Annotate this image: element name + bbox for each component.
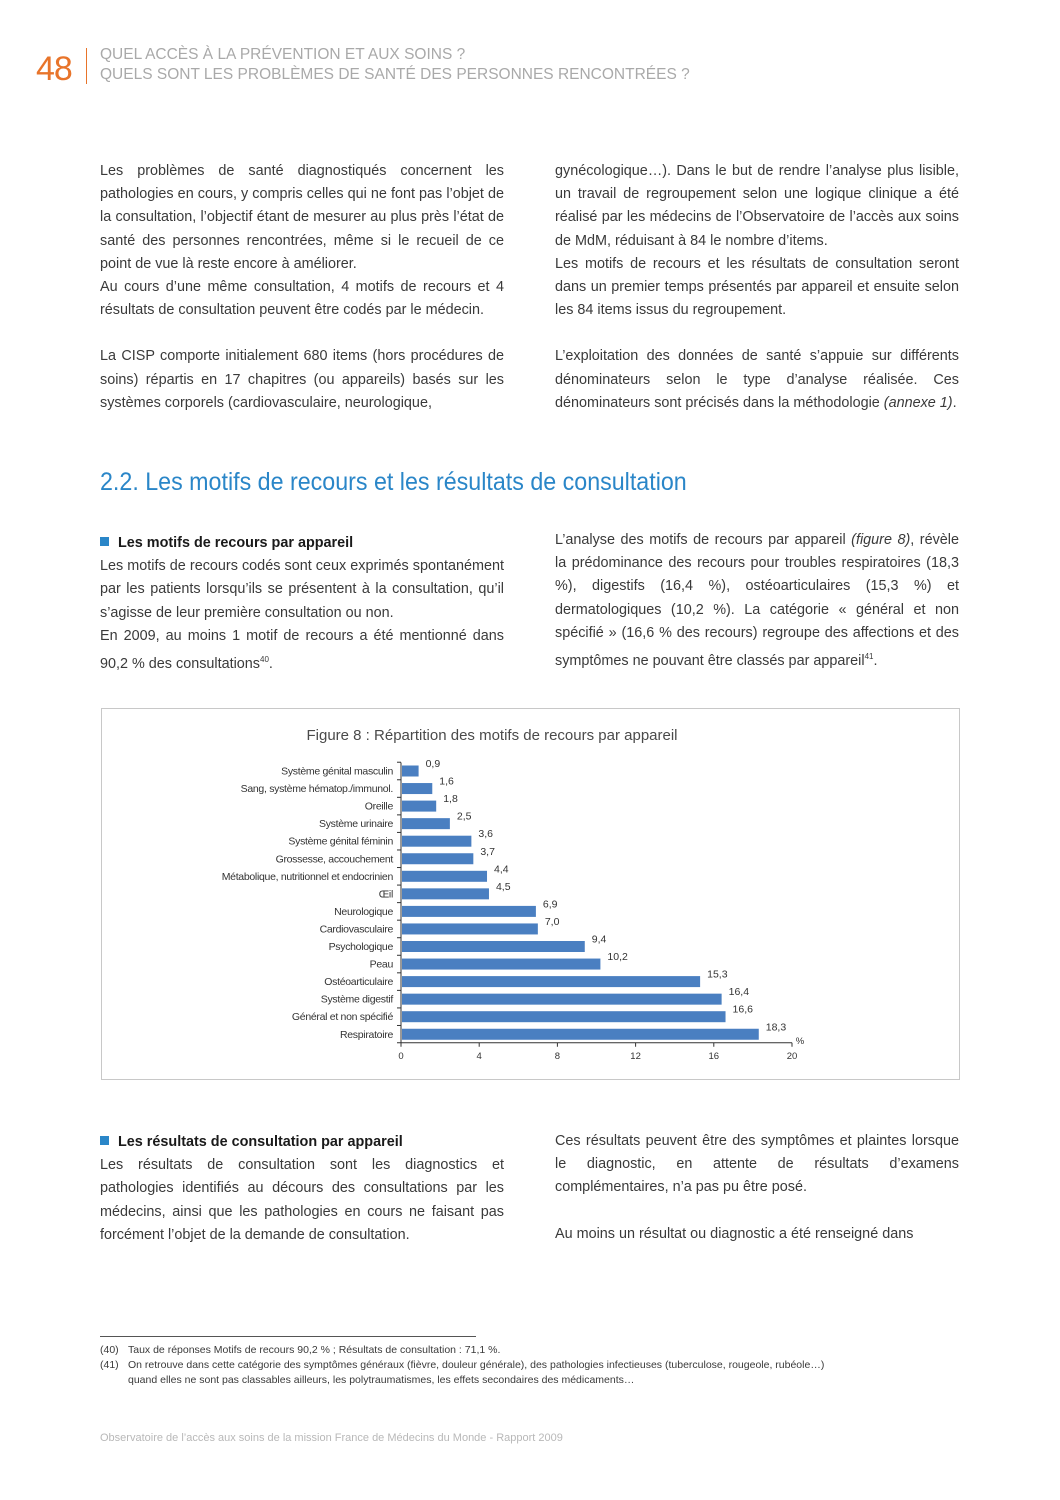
x-tick-label: 12 [630, 1050, 641, 1062]
value-label: 9,4 [591, 933, 607, 946]
motifs-right-text-b: , révèle la prédominance des recours pour troubles respiratoires (18,3 %), digestifs (16,4 %), ostéoarticulaires (15,3 %) et dermatologiques (10,2 %). La catégorie « général et non spécifié » (16,6 % des recours) regroupe des affections et des symptômes ne pouvant être classés par appareil [555, 532, 959, 669]
motifs-left-paragraph-1: Les motifs de recours codés sont ceux exprimés spontanément par les patients lorsqu’ils se présentent à la consultation, qu’il s’agisse de leur première consultation ou non. [100, 558, 504, 621]
footnote-41 [100, 1358, 960, 1372]
motifs-left-paragraph-2-end: . [268, 655, 273, 672]
x-tick-label: 16 [708, 1050, 720, 1062]
value-label: 1,8 [443, 793, 458, 806]
bar [402, 959, 600, 970]
resultats-left-paragraph: Les résultats de consultation sont les diagnostics et pathologies identifiés au décours des consultations par les médecins, ainsi que les pathologies en cours ne faisant pas forcément l’objet de la demande de consultation. [100, 1157, 504, 1243]
motifs-right-text-end: . [873, 652, 878, 669]
resultats-subhead-label: Les résultats de consultation par appareil [118, 1134, 403, 1150]
category-label: Sang, système hématop./immunol. [240, 783, 393, 796]
x-tick-label: 0 [398, 1050, 404, 1062]
bar [402, 766, 419, 777]
value-label: 16,4 [728, 986, 750, 999]
category-label: Psychologique [328, 941, 393, 953]
value-label: 6,9 [542, 898, 558, 911]
value-label: 3,7 [480, 845, 495, 858]
page-footer: Observatoire de l’accès aux soins de la mission France de Médecins du Monde - Rapport 2009 [100, 1432, 563, 1444]
bar [402, 1029, 759, 1040]
figure-title: Figure 8 : Répartition des motifs de recours par appareil [306, 727, 678, 744]
bar [402, 976, 700, 987]
figure-box [101, 708, 960, 1080]
category-label: Oreille [364, 800, 393, 813]
footnote-41-text: On retrouve dans cette catégorie des symptômes généraux (fièvre, douleur générale), des pathologies infectieuses (tuberculose, rougeole, rubéole…) [128, 1359, 825, 1371]
motifs-subhead-label: Les motifs de recours par appareil [118, 535, 354, 551]
footnote-40-number: (40) [100, 1344, 119, 1356]
value-label: 4,4 [494, 863, 509, 876]
footnote-ref-40: 40 [260, 655, 269, 665]
value-label: 18,3 [765, 1021, 787, 1034]
resultats-subhead [100, 1131, 504, 1154]
bar [402, 941, 585, 952]
intro-left-paragraph-3: La CISP comporte initialement 680 items (hors procédures de soins) répartis en 17 chapitres (ou appareils) basés sur les systèmes corporels (cardiovasculaire, neurologique, [100, 348, 504, 411]
footnote-41-continuation: quand elles ne sont pas classables ailleurs, les polytraumatismes, les effets secondaires des médicaments… [128, 1374, 635, 1386]
x-tick-label: 20 [786, 1050, 798, 1062]
bar [402, 801, 436, 812]
header-divider [86, 48, 87, 84]
value-label: 0,9 [425, 758, 441, 770]
category-label: Œil [378, 888, 393, 901]
motifs-subhead [100, 532, 504, 555]
value-label: 2,5 [456, 810, 472, 823]
resultats-right-column [555, 1130, 959, 1246]
intro-right-column [555, 160, 959, 415]
category-label: Système génital féminin [288, 835, 393, 848]
figure-reference: (figure 8) [851, 532, 911, 548]
footnote-rule [100, 1336, 476, 1337]
bullet-square-icon [100, 537, 109, 546]
value-label: 7,0 [544, 915, 560, 928]
bar [402, 871, 487, 882]
bar [402, 923, 538, 934]
category-label: Grossesse, accouchement [275, 853, 393, 866]
footnote-40-text: Taux de réponses Motifs de recours 90,2 % ; Résultats de consultation : 71,1 %. [128, 1344, 501, 1356]
bar [402, 1011, 726, 1022]
resultats-right-paragraph-1: Ces résultats peuvent être des symptômes et plaintes lorsque le diagnostic, en attente de résultats d’examens complémentaires, n’a pas pu être posé. [555, 1133, 959, 1196]
category-label: Système urinaire [319, 818, 393, 831]
footnote-ref-41: 41 [864, 652, 874, 662]
category-label: Respiratoire [339, 1028, 393, 1041]
value-label: 16,6 [732, 1003, 753, 1016]
resultats-left-column [100, 1131, 504, 1247]
motifs-right-column [555, 529, 959, 673]
category-label: Système digestif [320, 993, 393, 1006]
value-label: 3,6 [478, 828, 493, 841]
x-tick-label: 4 [476, 1050, 482, 1062]
motifs-left-paragraph-2-text: En 2009, au moins 1 motif de recours a été mentionné dans 90,2 % des consultations [100, 627, 504, 672]
header-line-2: QUELS SONT LES PROBLÈMES DE SANTÉ DES PERSONNES RENCONTRÉES ? [100, 66, 690, 83]
value-label: 10,2 [607, 951, 628, 964]
section-title: 2.2. Les motifs de recours et les résultats de consultation [100, 468, 687, 496]
intro-right-paragraph-1: gynécologique…). Dans le but de rendre l’analyse plus lisible, un travail de regroupement selon une logique clinique a été réalisé par les médecins de l’Observatoire de l’accès aux soins de MdM, réduisant à 84 le nombre d’items. [555, 163, 959, 249]
bar [402, 853, 473, 864]
bar [402, 906, 536, 917]
value-label: 4,5 [495, 880, 511, 893]
intro-right-paragraph-3 [555, 345, 959, 415]
header-line-1: QUEL ACCÈS À LA PRÉVENTION ET AUX SOINS ? [100, 46, 466, 63]
intro-right-paragraph-2: Les motifs de recours et les résultats de consultation seront dans un premier temps présentés par appareil et ensuite selon les 84 items issus du regroupement. [555, 255, 959, 319]
bullet-square-icon [100, 1136, 109, 1145]
intro-left-column [100, 160, 504, 415]
motifs-left-paragraph-2 [100, 625, 504, 676]
bar [402, 994, 722, 1005]
category-label: Ostéoarticulaire [324, 976, 393, 989]
bar [402, 783, 432, 794]
x-axis-unit: % [795, 1035, 805, 1047]
bar [402, 836, 471, 847]
footnote-40 [100, 1343, 960, 1357]
footnote-41-number: (41) [100, 1359, 119, 1371]
bar-chart [102, 709, 959, 1079]
bar [402, 818, 450, 829]
motifs-left-column [100, 532, 504, 676]
motifs-right-text-a: L’analyse des motifs de recours par appareil [555, 532, 852, 548]
x-tick-label: 8 [554, 1050, 561, 1062]
category-label: Cardiovasculaire [319, 923, 393, 936]
category-label: Peau [369, 958, 393, 971]
intro-left-paragraph-1: Les problèmes de santé diagnostiqués concernent les pathologies en cours, y compris celles qui ne font pas l’objet de la consultation, l’objectif étant de mesurer au plus près l’état de santé des personnes rencontrées, même si le recueil de ce point de vue là reste encore à améliorer. [100, 163, 504, 272]
category-label: Métabolique, nutritionnel et endocrinien [221, 870, 393, 883]
intro-right-paragraph-3-end: . [952, 394, 957, 411]
category-label: Général et non spécifié [291, 1011, 393, 1024]
intro-left-paragraph-2: Au cours d’une même consultation, 4 motifs de recours et 4 résultats de consultation peuvent être codés par le médecin. [100, 279, 504, 319]
value-label: 1,6 [439, 775, 454, 788]
intro-right-paragraph-3-text: L’exploitation des données de santé s’appuie sur différents dénominateurs selon le type d’analyse réalisée. Ces dénominateurs sont précisés dans la méthodologie [555, 348, 959, 411]
category-label: Système génital masculin [281, 765, 393, 778]
motifs-right-paragraph [555, 529, 959, 673]
category-label: Neurologique [334, 905, 393, 918]
value-label: 15,3 [707, 968, 728, 981]
annex-reference: (annexe 1) [883, 394, 953, 411]
resultats-right-paragraph-2: Au moins un résultat ou diagnostic a été renseigné dans [555, 1225, 914, 1242]
bar [402, 888, 489, 899]
page-number: 48 [36, 50, 72, 88]
